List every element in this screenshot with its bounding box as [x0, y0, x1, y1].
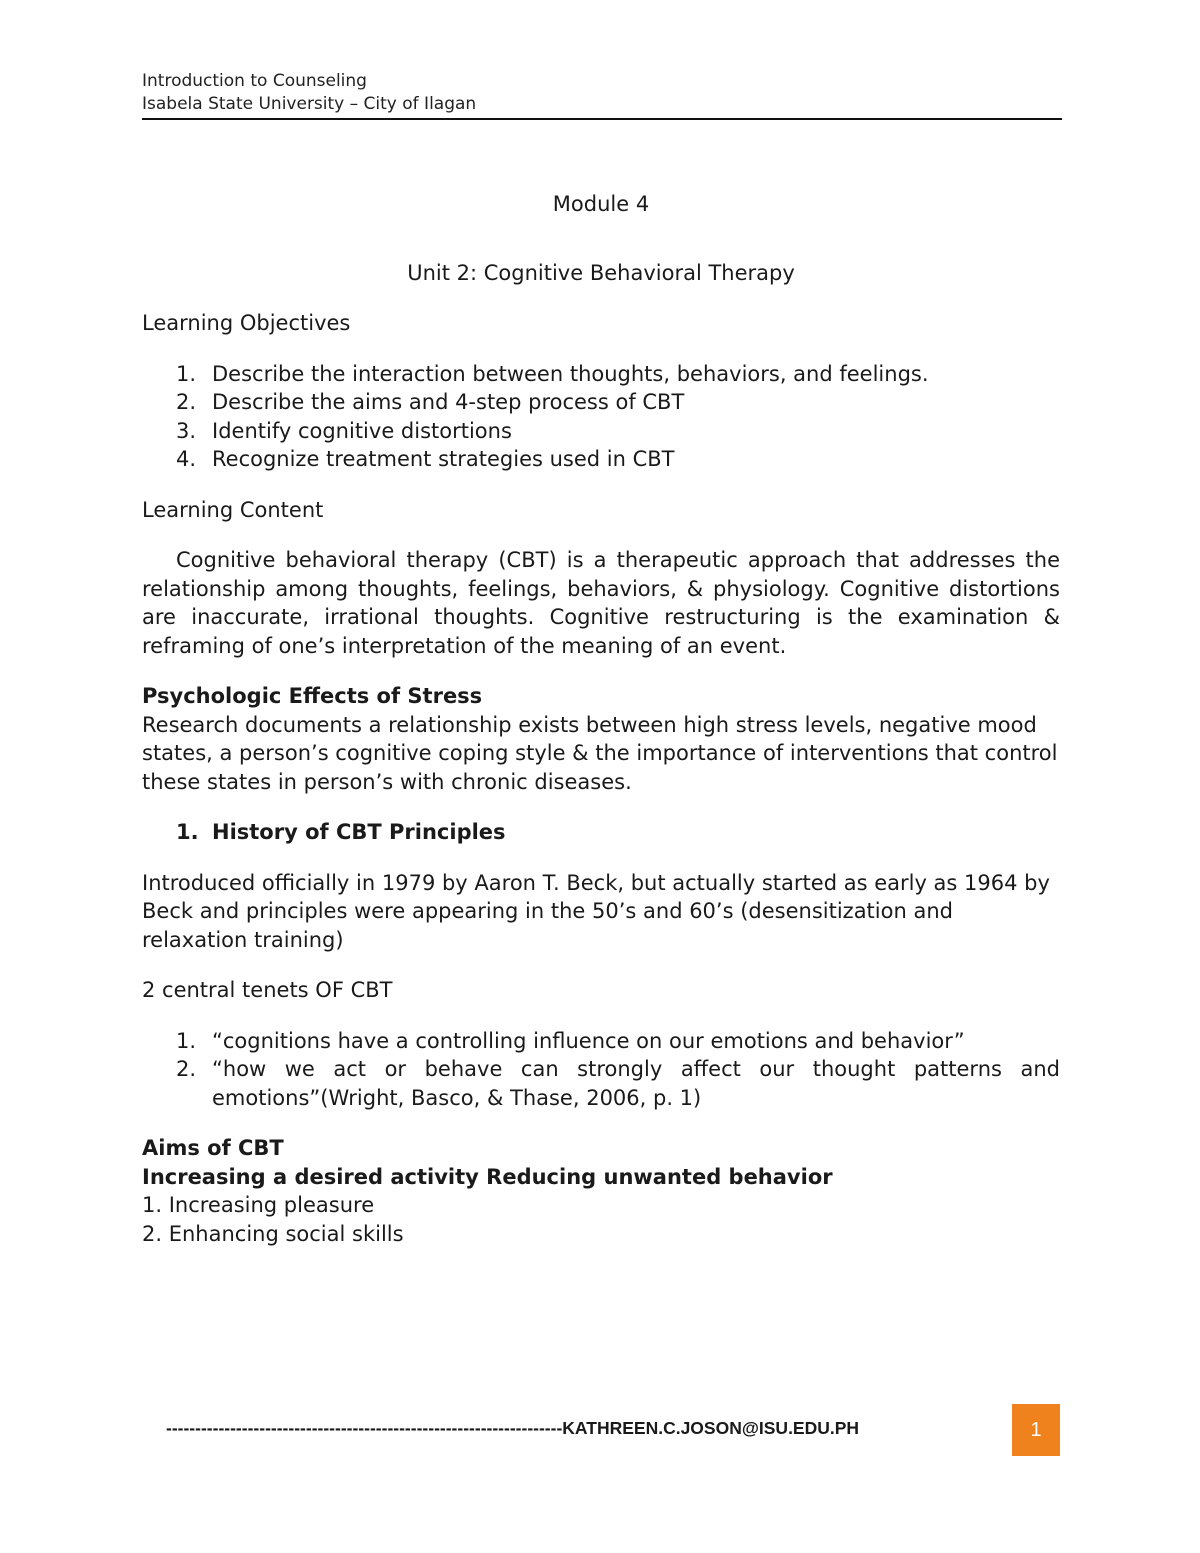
list-item: 1. Describe the interaction between thoughts, behaviors, and feelings. — [176, 361, 929, 386]
header-university: Isabela State University – City of Ilagan — [142, 94, 477, 114]
aims-item: 1. Increasing pleasure — [142, 1193, 375, 1217]
history-paragraph: Introduced officially in 1979 by Aaron T. Beck, but actually started as early as 1964 by Beck and principles were appearing in the 50’s and 60’s (desensitization and relaxation training) — [142, 870, 1050, 952]
stress-paragraph: Research documents a relationship exists between high stress levels, negative mood states, a person’s cognitive coping style & the importance of interventions that control these states in person’s with chronic diseases. — [142, 712, 1058, 794]
objectives-list — [142, 360, 1060, 474]
unit-title: Unit 2: Cognitive Behavioral Therapy — [407, 260, 795, 285]
page-header — [142, 70, 1062, 116]
header-rule — [142, 118, 1062, 120]
aims-item: 2. Enhancing social skills — [142, 1221, 404, 1246]
page-footer — [166, 1404, 1060, 1456]
header-course: Introduction to Counseling — [142, 71, 367, 91]
aims-heading: Aims of CBT — [142, 1136, 284, 1160]
list-item: 1. “cognitions have a controlling influence on our emotions and behavior” — [176, 1028, 965, 1053]
list-item: 2. “how we act or behave can strongly affect our thought patterns and emotions”(Wright, Basco, & Thase, 2006, p. 1) — [176, 1057, 1060, 1110]
footer-email: --------------------------------------------------------------------KATHREEN.C.JOSON@ISU.EDU.PH — [166, 1418, 860, 1438]
page-content — [142, 190, 1060, 1248]
page-number-badge: 1 — [1012, 1404, 1060, 1456]
tenets-label: 2 central tenets OF CBT — [142, 978, 393, 1002]
list-item: 2. Describe the aims and 4-step process of CBT — [176, 390, 685, 414]
list-item: 3. Identify cognitive distortions — [176, 418, 512, 443]
history-heading: 1. History of CBT Principles — [176, 820, 506, 844]
module-title: Module 4 — [552, 192, 650, 216]
objectives-label: Learning Objectives — [142, 311, 351, 335]
aims-subheading: Increasing a desired activity Reducing unwanted behavior — [142, 1164, 833, 1189]
stress-heading: Psychologic Effects of Stress — [142, 684, 483, 708]
list-item: 4. Recognize treatment strategies used in CBT — [176, 447, 675, 471]
content-label: Learning Content — [142, 497, 324, 522]
tenets-list — [142, 1027, 1060, 1113]
content-intro-paragraph: Cognitive behavioral therapy (CBT) is a therapeutic approach that addresses the relationship among thoughts, feelings, behaviors, & physiology. Cognitive distortions are inaccurate, irrational thoughts. Cognitive restructuring is the examination & reframing of one’s interpretation of the meaning of an event. — [142, 548, 1060, 658]
